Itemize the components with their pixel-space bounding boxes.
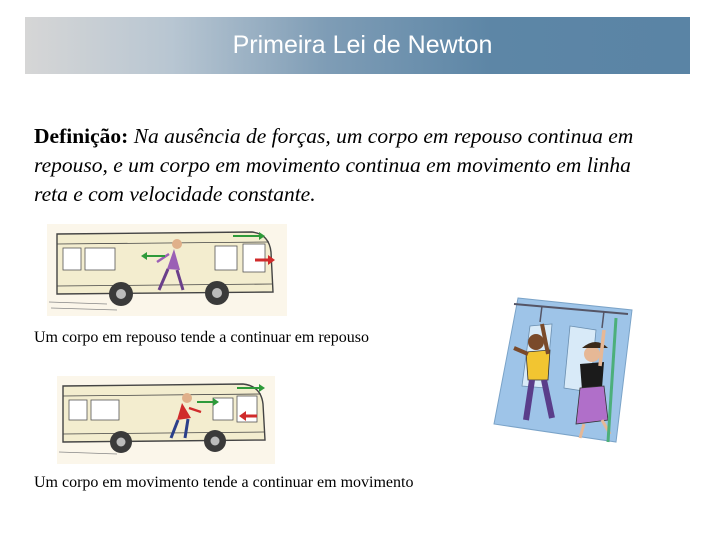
title-bar [25,17,690,74]
definition-term: Definição: [34,124,129,148]
definition-text: Na ausência de forças, um corpo em repouso continua em repouso, e um corpo em movimento continua em movimento em linha reta e com velocidade constante. [34,124,634,206]
subway-passengers-illustration [492,296,634,444]
slide-title: Primeira Lei de Newton [232,31,493,59]
caption-motion: Um corpo em movimento tende a continuar em movimento [34,474,414,491]
definition-paragraph [34,122,664,209]
bus-braking-illustration [57,376,275,464]
bus-accelerating-illustration [47,224,287,316]
caption-rest: Um corpo em repouso tende a continuar em repouso [34,329,370,346]
